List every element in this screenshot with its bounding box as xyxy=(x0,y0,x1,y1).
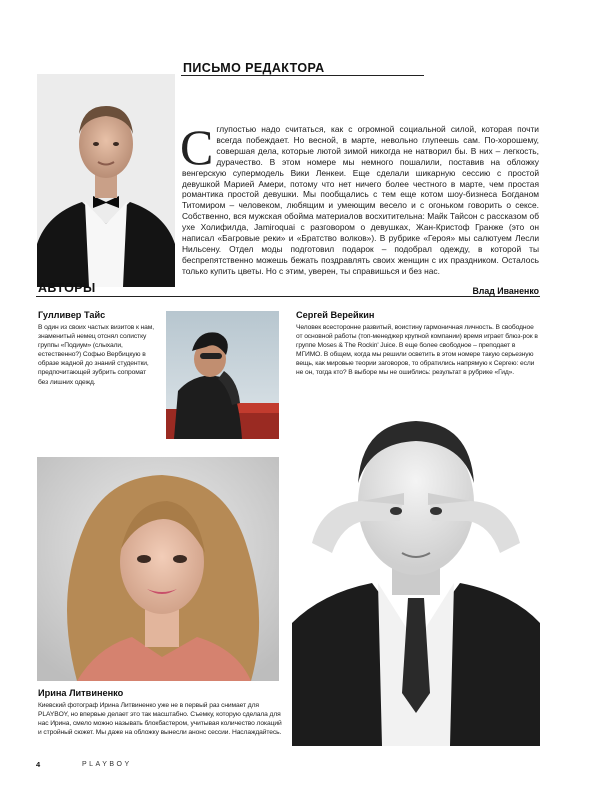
letter-body: глупостью надо считаться, как с огромной социальной силой, которая почти всегда побеждает. Но весной, в марте, невольно глупеешь сам. По-хорошему, совершая дела, которые лютой зимой никогда не натворил бы. В них – легкость, дурачество. В этом номере мы немного пошалили, поставив на обложку венгерскую супермодель Вики Ленкеи. Еще сделали шикарную сессию с простой девушкой Марией Амери, потому что нет ничего более честного в марте, чем простая романтика простой девушки. Мы пообщались с тем еще котом шоу-бизнеса Богданом Титомиром – человеком, любящим и умеющим весело и с огоньком говорить о сексе. Собственно, вся мужская обойма материалов восхитительна: Майк Тайсон с рассказом об уxe Холифилда, Jamiroquai с разговором о девушках, Жан-Кристоф Гранже (это он написал «Багровые реки» и «Братство волков»). В рубрике «Героя» мы салютуем Лесли Нильсену. Отдел моды подготовил подарок – подобрал одежду, в которой ты беспрепятственно можешь бежать поздравлять своих женщин с их праздником. Осталось только купить цветы. Но с этим, уверен, ты справишься и без нас. xyxy=(182,124,539,276)
author-name-sergey: Сергей Верейкин xyxy=(296,310,375,320)
author-name-irina: Ирина Литвиненко xyxy=(38,688,124,698)
editor-letter xyxy=(180,119,539,277)
page-number: 4 xyxy=(36,760,41,769)
editor-photo xyxy=(37,74,175,287)
author-photo-irina xyxy=(37,457,279,681)
editor-section-rule xyxy=(181,75,424,76)
editor-section-title: ПИСЬМО РЕДАКТОРА xyxy=(183,61,325,75)
author-name-gulliver: Гулливер Тайс xyxy=(38,310,106,320)
author-bio-gulliver: В один из своих частых визитов к нам, знаменитый немец отснял солистку группы «Подиум» (слыхали, естественно?) Софью Вербицкую в образе жадной до знаний студентки, предпочитающей зубрить сопромат без лишних одежд. xyxy=(38,324,154,386)
authors-section-rule xyxy=(36,296,540,297)
authors-section-title: АВТОРЫ xyxy=(38,281,96,295)
footer-brand: PLAYBOY xyxy=(82,761,132,768)
letter-dropcap: С xyxy=(180,119,214,175)
author-bio-sergey: Человек всесторонне развитый, воистину гармоничная личность. В свободное от основной работы (топ-менеджер крупной компании) время играет блюз-рок в группе Moses & The Rockin' Juice. В еще более свободное – преподает в МГИМО. В общем, когда мы решили осветить в этом номере такую серьезную вещь, как мировые теории заговоров, то обратились напрямую к Сергею: если не он, тогда кто? В выборе мы не ошиблись: результат в рубрике «Гид». xyxy=(296,324,538,377)
author-bio-irina: Киевский фотограф Ирина Литвиненко уже не в первый раз снимает для PLAYBOY, но впервые делает это так масштабно. Съемку, которую сделала для нас Ирина, смело можно называть блокбастером, учитывая количество локаций и стройный сюжет. Мы даже на обложку вынесли анонс сессии. Наслаждайтесь. xyxy=(38,702,282,737)
author-photo-sergey xyxy=(292,393,540,746)
author-photo-gulliver xyxy=(166,311,279,439)
editor-signature: Влад Иваненко xyxy=(472,286,539,296)
